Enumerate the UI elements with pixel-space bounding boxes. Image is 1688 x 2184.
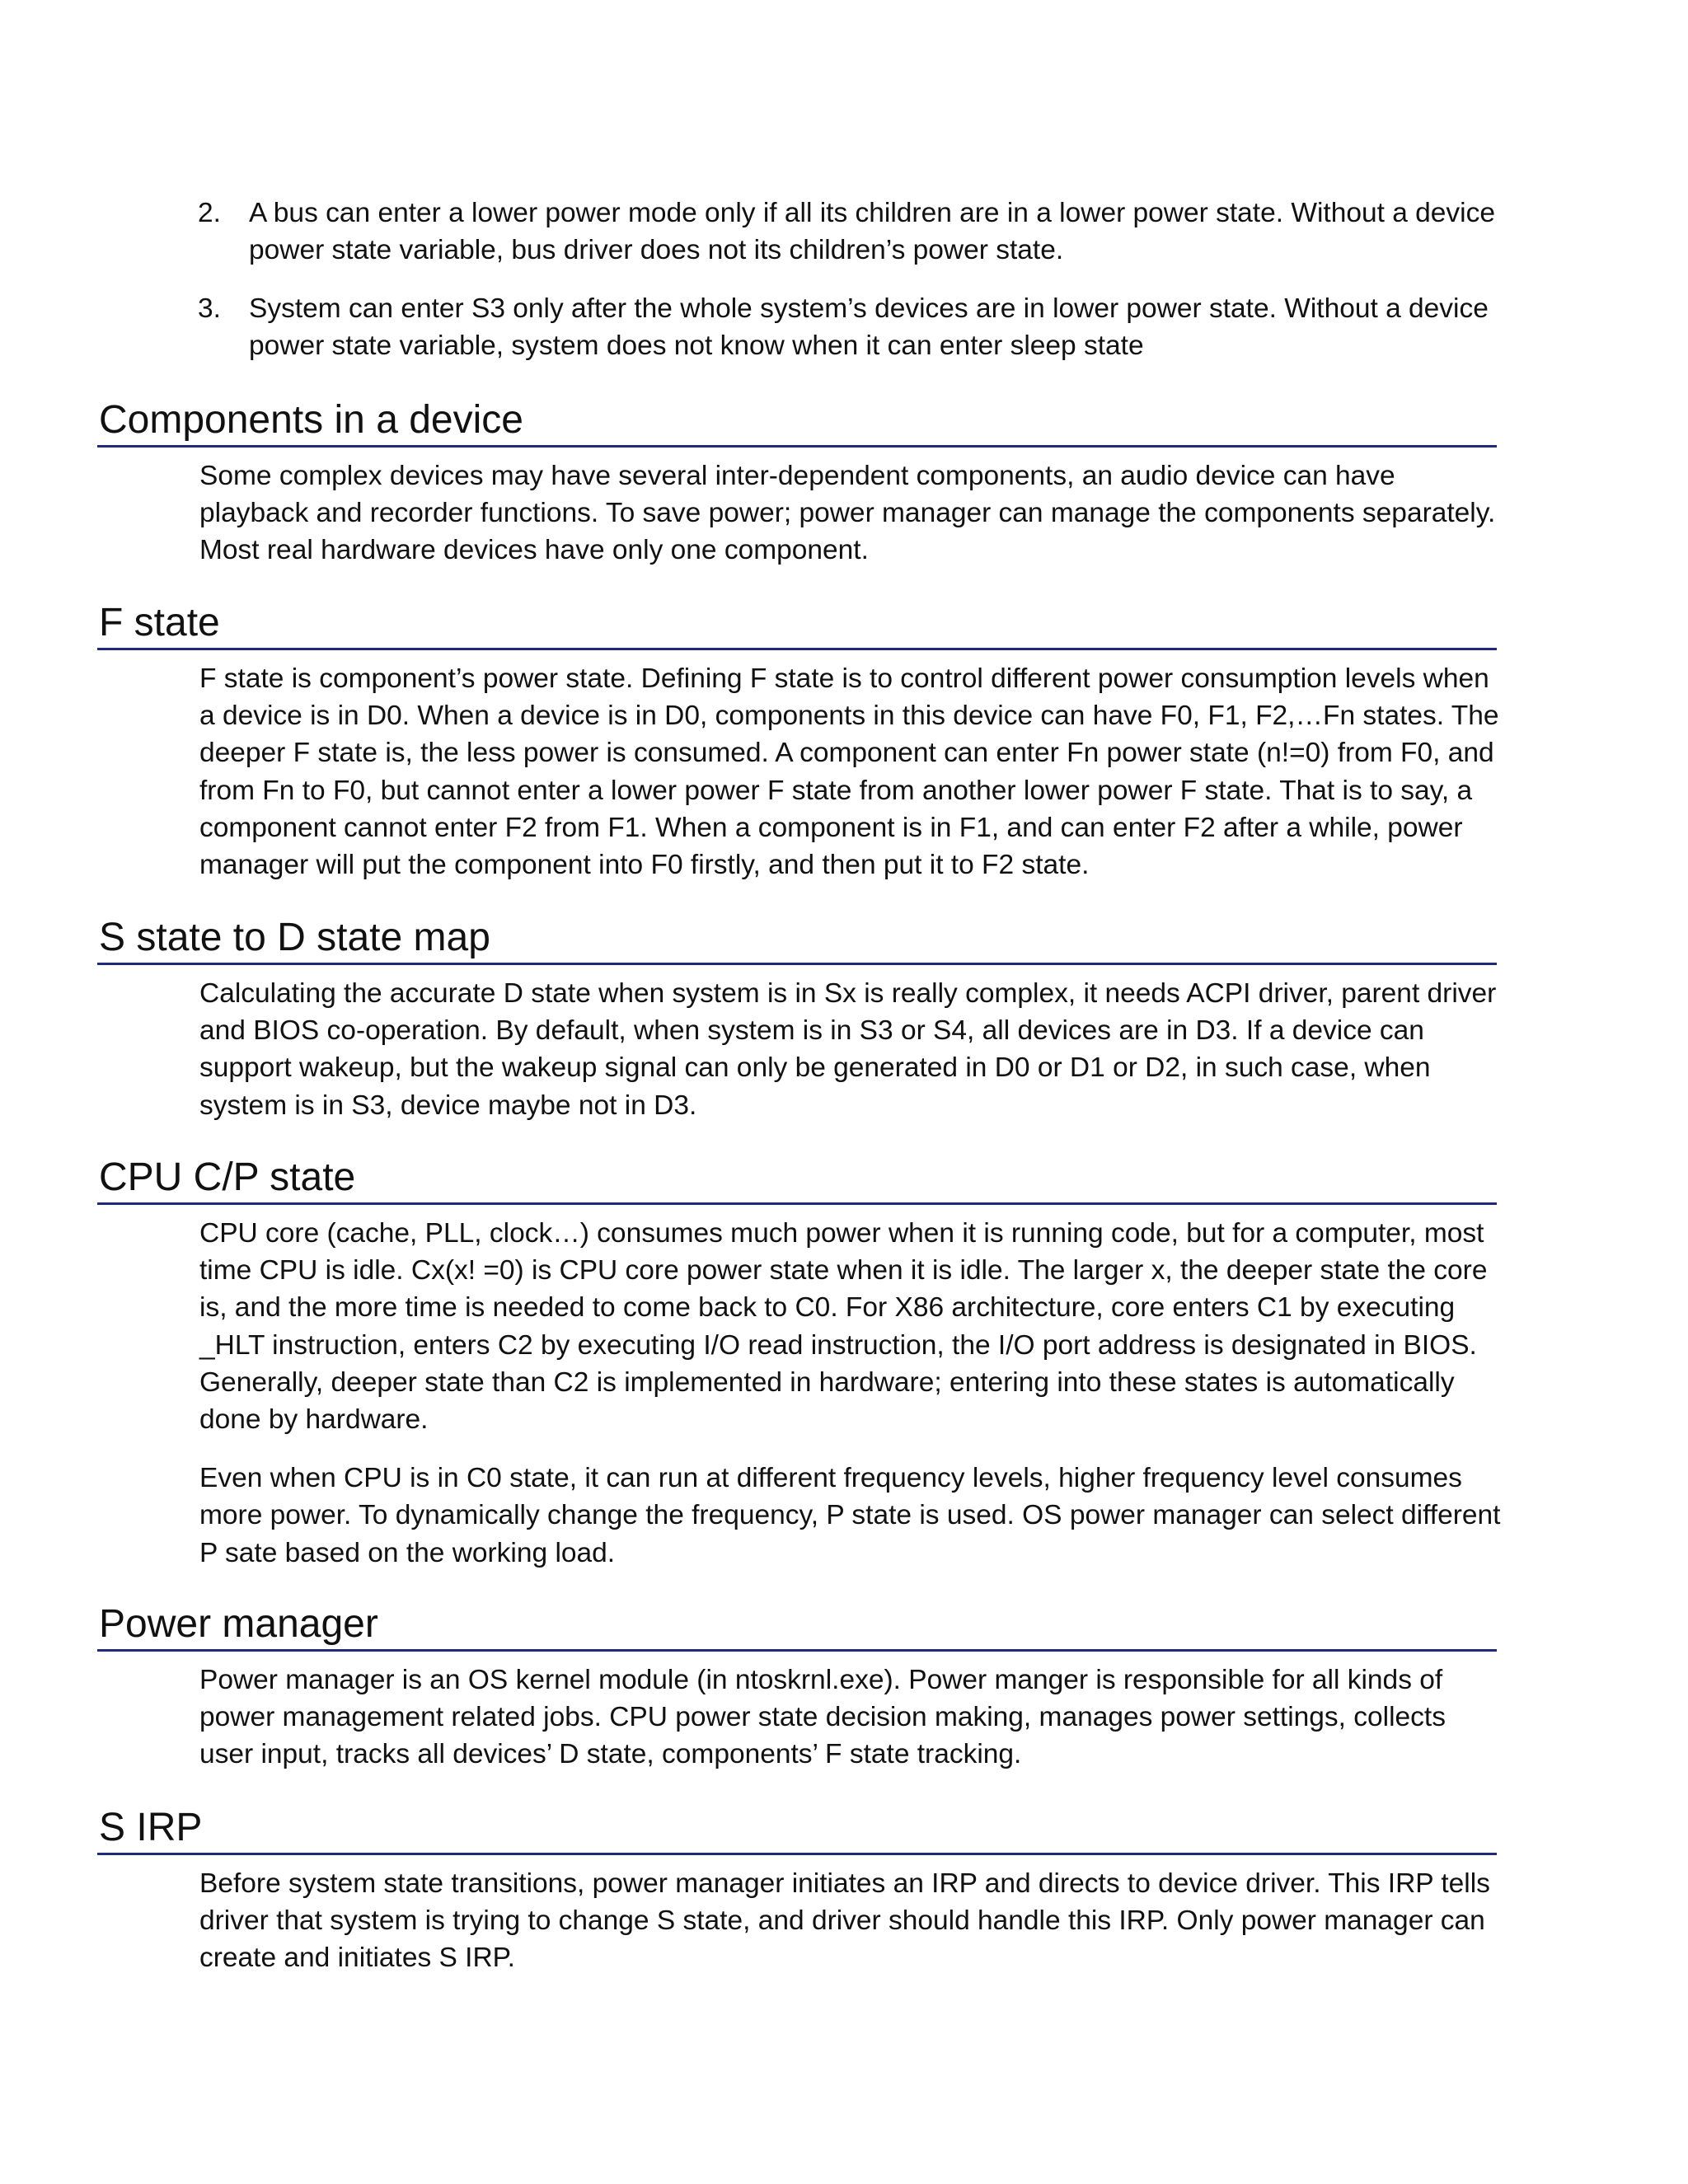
paragraph: Even when CPU is in C0 state, it can run at different frequency levels, higher frequency level consumes more power. To dynamically change the frequency, P state is used. OS power manager can select different P sate based on the working load. bbox=[199, 1463, 1501, 1568]
section-s-to-d-map bbox=[97, 915, 1497, 1124]
paragraph: F state is component’s power state. Defining F state is to control different power consumption levels when a device is in D0. When a device is in D0, components in this device can have F0, F1, F2,…Fn states. The deeper F state is, the less power is consumed. A component can enter Fn power state (n!=0) from F0, and from Fn to F0, but cannot enter a lower power F state from another lower power F state. That is to say, a component cannot enter F2 from F1. When a component is in F1, and can enter F2 after a while, power manager will put the component into F0 firstly, and then put it to F2 state. bbox=[199, 663, 1499, 881]
list-item bbox=[198, 290, 1508, 364]
list-number: 2. bbox=[198, 198, 221, 228]
section-s-irp bbox=[97, 1805, 1497, 1977]
list-item bbox=[198, 194, 1508, 269]
paragraph: Before system state transitions, power manager initiates an IRP and directs to device driver. This IRP tells driver that system is trying to change S state, and driver should handle this IRP. Only power manager can create and initiates S IRP. bbox=[199, 1868, 1490, 1974]
section-cpu-cp-state bbox=[97, 1155, 1501, 1572]
paragraph: Power manager is an OS kernel module (in ntoskrnl.exe). Power manger is responsible for all kinds of power management related jobs. CPU power state decision making, manages power settings, collects user input, tracks all devices’ D state, components’ F state tracking. bbox=[199, 1665, 1446, 1770]
section-heading: Components in a device bbox=[97, 397, 1497, 448]
section-f-state bbox=[97, 600, 1497, 883]
section-heading: CPU C/P state bbox=[97, 1155, 1497, 1205]
paragraph: Some complex devices may have several inter-dependent components, an audio device can have playback and recorder functions. To save power; power manager can manage the components separately. Most real hardware devices have only one component. bbox=[199, 461, 1496, 566]
section-heading: S IRP bbox=[97, 1805, 1497, 1855]
list-number: 3. bbox=[198, 293, 221, 324]
list-text: A bus can enter a lower power mode only if all its children are in a lower power state. Without a device power state variable, bus driver does not its children’s power state. bbox=[249, 198, 1495, 265]
numbered-list bbox=[198, 194, 1508, 386]
list-text: System can enter S3 only after the whole system’s devices are in lower power state. Without a device power state variable, system does not know when it can enter sleep state bbox=[249, 293, 1489, 361]
paragraph: CPU core (cache, PLL, clock…) consumes much power when it is running code, but for a computer, most time CPU is idle. Cx(x! =0) is CPU core power state when it is idle. The larger x, the deeper state the core is, and the more time is needed to come back to C0. For X86 architecture, core enters C1 by executing _HLT instruction, enters C2 by executing I/O read instruction, the I/O port address is designated in BIOS. Generally, deeper state than C2 is implemented in hardware; entering into these states is automatically done by hardware. bbox=[199, 1218, 1488, 1436]
section-heading: Power manager bbox=[97, 1601, 1497, 1652]
section-power-manager bbox=[97, 1601, 1497, 1774]
section-heading: F state bbox=[97, 600, 1497, 650]
section-components bbox=[97, 397, 1497, 569]
section-heading: S state to D state map bbox=[97, 915, 1497, 965]
paragraph: Calculating the accurate D state when system is in Sx is really complex, it needs ACPI driver, parent driver and BIOS co-operation. By default, when system is in S3 or S4, all devices are in D3. If a device can support wakeup, but the wakeup signal can only be generated in D0 or D1 or D2, in such case, when system is in S3, device maybe not in D3. bbox=[199, 978, 1497, 1121]
